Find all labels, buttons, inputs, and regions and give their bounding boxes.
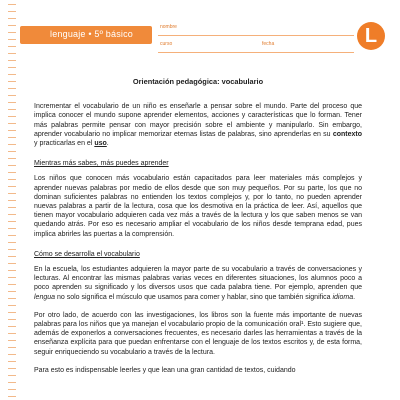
binder-dash: [8, 25, 16, 26]
binder-dash: [8, 207, 16, 208]
s2p1-italic-lengua: lengua: [34, 293, 56, 301]
binder-dash: [8, 354, 16, 355]
binder-dash: [8, 88, 16, 89]
binder-dash: [8, 312, 16, 313]
binder-dash: [8, 179, 16, 180]
binder-dash: [8, 46, 16, 47]
document-title: Orientación pedagógica: vocabulario: [132, 77, 264, 86]
binder-dash: [8, 186, 16, 187]
binder-dash: [8, 221, 16, 222]
subject-logo-icon: L: [357, 22, 385, 50]
binder-dash: [8, 18, 16, 19]
s2p1-text-end: .: [353, 293, 356, 301]
section2-heading: Cómo se desarrolla el vocabulario: [34, 250, 140, 258]
binder-dash: [8, 235, 16, 236]
binder-dash: [8, 165, 16, 166]
intro-text-1: Incrementar el vocabulario de un niño es enseñarle a pensar sobre el mundo. Parte del proceso que implica conocer el mundo supone aprender elementos, acciones y características que lo forman. Tener más palabras permite pensar con mayor precisión sobre el ambiente y manipularlo. Sin embargo, aprender vocabulario no implicar memorizar eternas listas de palabras, sino aprenderlas en su: [34, 103, 362, 138]
binder-dash: [8, 200, 16, 201]
binder-dash: [8, 109, 16, 110]
binder-dash: [8, 333, 16, 334]
name-label: nombre: [160, 24, 177, 30]
binder-dash: [8, 151, 16, 152]
date-label: fecha: [262, 41, 275, 47]
worksheet-header: [20, 18, 382, 60]
binder-dash: [8, 347, 16, 348]
binder-dash: [8, 270, 16, 271]
section2-paragraph-1: [34, 265, 362, 302]
binder-dash: [8, 32, 16, 33]
binder-dash: [8, 130, 16, 131]
subject-separator: •: [88, 29, 92, 39]
document-body: [34, 77, 362, 384]
binder-dash: [8, 249, 16, 250]
binder-dash: [8, 95, 16, 96]
binder-dash: [8, 284, 16, 285]
binder-dash: [8, 361, 16, 362]
binder-dash: [8, 375, 16, 376]
binder-dash: [8, 116, 16, 117]
binder-dash: [8, 389, 16, 390]
binder-dash: [8, 214, 16, 215]
section1-heading: Mientras más sabes, más puedes aprender: [34, 160, 169, 168]
student-fields: [158, 22, 354, 56]
binder-dash: [8, 144, 16, 145]
binder-dash: [8, 326, 16, 327]
subject-label: [50, 29, 133, 39]
binder-dash: [8, 39, 16, 40]
binder-margin: [8, 0, 16, 400]
s2p1-italic-idioma: idioma: [332, 293, 354, 301]
binder-dash: [8, 291, 16, 292]
binder-dash: [8, 256, 16, 257]
binder-dash: [8, 298, 16, 299]
s2p1-text-1: En la escuela, los estudiantes adquieren la mayor parte de su vocabulario a través de conversaciones y lecturas. Al encontrar las mismas palabras varias veces en diferentes situaciones, los alumnos poco a poco aprenden su significado y los diversos usos que cada palabra tiene. Por ejemplo, aprenden que: [34, 266, 362, 292]
binder-dash: [8, 137, 16, 138]
binder-dash: [8, 172, 16, 173]
grade-name: 5º básico: [94, 29, 134, 39]
binder-dash: [8, 102, 16, 103]
intro-text-2: y practicarlas en el: [34, 140, 95, 148]
name-field[interactable]: [158, 22, 354, 36]
section2-paragraph-2: Por otro lado, de acuerdo con las investigaciones, los libros son la fuente más importante de nuevas palabras para los niños que ya manejan el vocabulario propio de la comunicación oral¹. Esto sugiere que, además de exponerlos a conversaciones frecuentes, es necesario darles las herramientas a través de la enseñanza explícita para que puedan enfrentarse con el lenguaje de los textos escritos y, de esta forma, seguir enriqueciendo su vocabulario a través de la lectura.: [34, 311, 362, 356]
binder-dash: [8, 158, 16, 159]
binder-dash: [8, 228, 16, 229]
binder-dash: [8, 53, 16, 54]
binder-dash: [8, 277, 16, 278]
binder-dash: [8, 263, 16, 264]
binder-dash: [8, 74, 16, 75]
course-date-field[interactable]: [158, 39, 354, 53]
binder-dash: [8, 81, 16, 82]
intro-text-end: .: [106, 140, 109, 148]
binder-dash: [8, 382, 16, 383]
subject-name: lenguaje: [50, 29, 86, 39]
intro-bold-use: uso: [94, 140, 107, 148]
binder-dash: [8, 340, 16, 341]
s2p1-text-2: no solo significa el músculo que usamos para comer y hablar, sino que también significa: [55, 293, 333, 301]
section2-paragraph-3: Para esto es indispensable leerles y que lean una gran cantidad de textos, cuidando: [34, 366, 296, 374]
binder-dash: [8, 305, 16, 306]
binder-dash: [8, 123, 16, 124]
binder-dash: [8, 4, 16, 5]
binder-dash: [8, 396, 16, 397]
binder-dash: [8, 319, 16, 320]
binder-dash: [8, 193, 16, 194]
binder-dash: [8, 60, 16, 61]
binder-dash: [8, 242, 16, 243]
section1-paragraph: Los niños que conocen más vocabulario están capacitados para leer materiales más complejos y aprender nuevas palabras por medio de ellos desde que son muy pequeños. Por su parte, los que no dominan suficientes palabras no entienden los textos complejos y, por lo tanto, no pueden aprender nuevas palabras a partir de la lectura, cosa que los desmotiva en la práctica de leer. Así, aquellos que tienen mayor vocabulario adquieren cada vez más a través de la lectura y los que saben menos se van quedando atrás. Por eso es necesario ampliar el vocabulario de los niños desde temprana edad, pues implica abrirles las puertas a la comprensión.: [34, 175, 362, 238]
intro-bold-context: contexto: [332, 130, 362, 138]
course-label: curso: [160, 41, 173, 47]
binder-dash: [8, 67, 16, 68]
intro-paragraph: [34, 102, 362, 148]
binder-dash: [8, 368, 16, 369]
binder-dash: [8, 11, 16, 12]
